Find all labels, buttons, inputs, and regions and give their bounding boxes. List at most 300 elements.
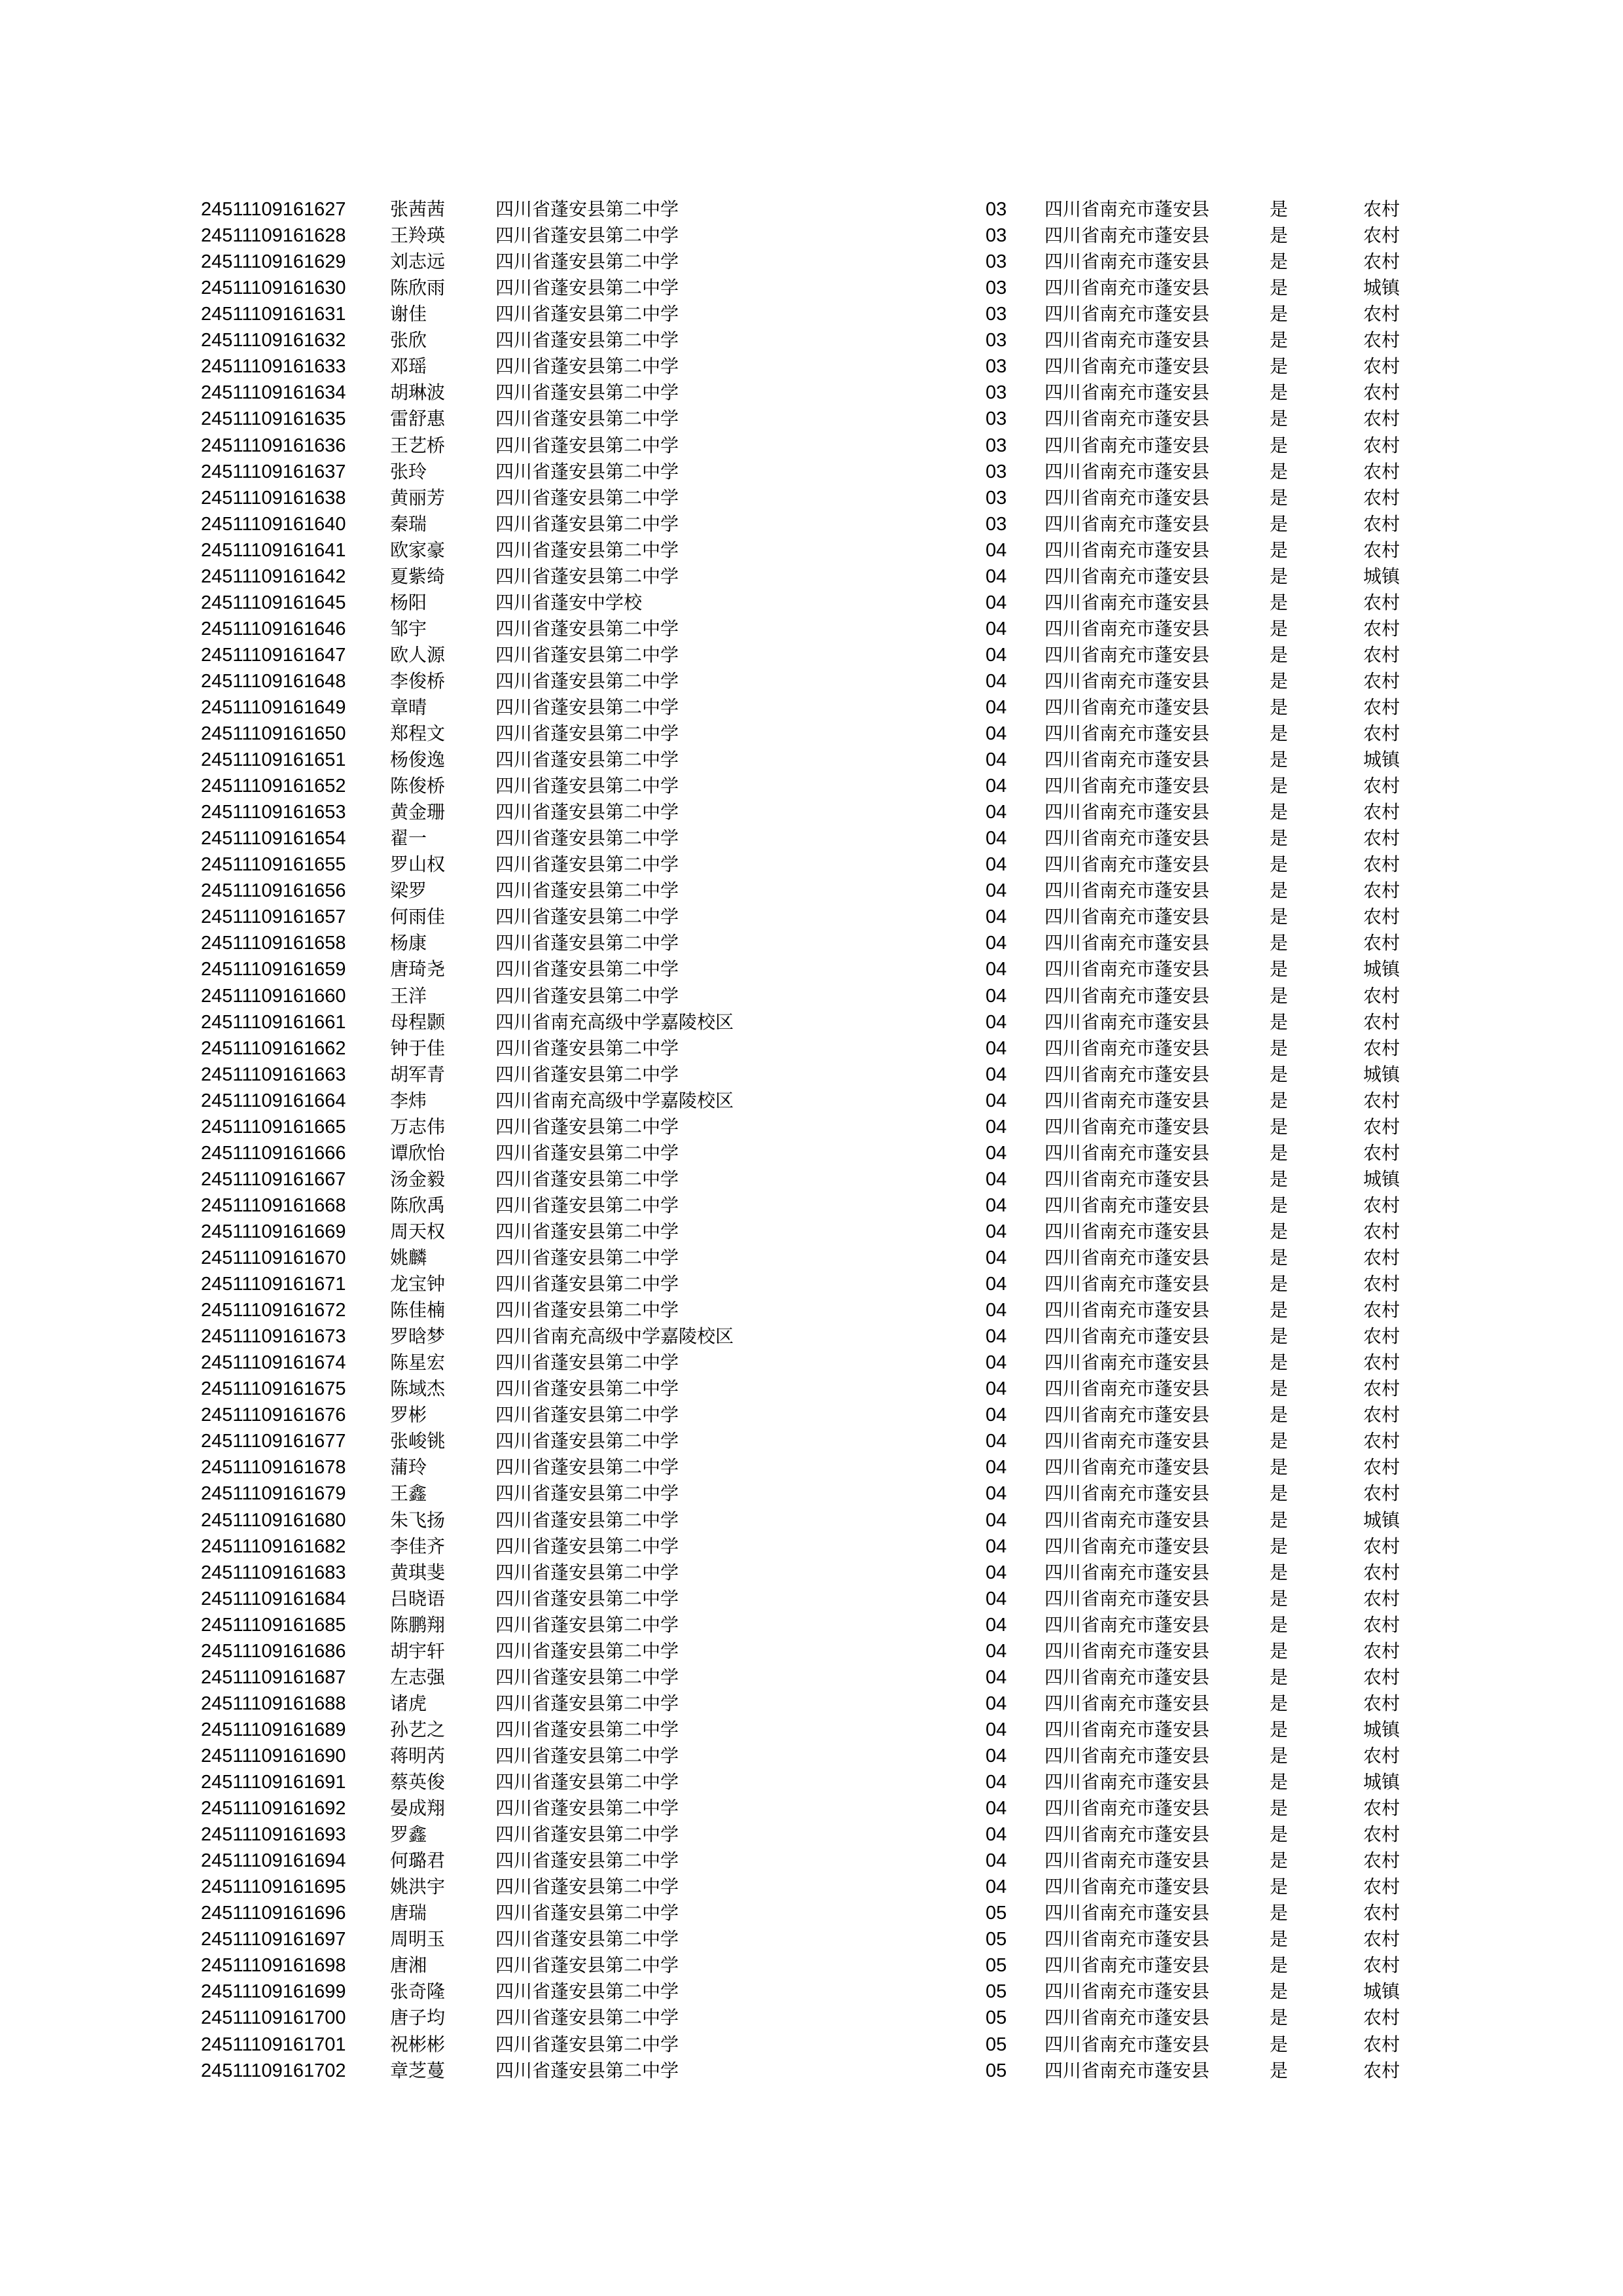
- class-number: 04: [986, 1274, 1007, 1295]
- local-flag: 是: [1270, 1194, 1289, 1216]
- table-row: [0, 380, 1623, 406]
- table-row: [0, 1691, 1623, 1717]
- school-name: 四川省蓬安县第二中学: [495, 198, 679, 220]
- student-name: 章晴: [390, 696, 427, 718]
- class-number: 05: [986, 2034, 1007, 2055]
- area-type: 农村: [1363, 643, 1400, 666]
- table-row: [0, 353, 1623, 380]
- residence-region: 四川省南充市蓬安县: [1044, 801, 1210, 823]
- local-flag: 是: [1270, 1509, 1289, 1531]
- class-number: 04: [986, 1772, 1007, 1793]
- local-flag: 是: [1270, 486, 1289, 509]
- table-row: [0, 564, 1623, 590]
- area-type: 农村: [1363, 1902, 1400, 1924]
- school-name: 四川省蓬安县第二中学: [495, 1115, 679, 1138]
- table-row: [0, 1454, 1623, 1480]
- class-number: 04: [986, 1352, 1007, 1374]
- student-id: 24511109161640: [201, 513, 346, 535]
- student-name: 李俊桥: [390, 670, 446, 692]
- school-name: 四川省蓬安县第二中学: [495, 565, 679, 587]
- residence-region: 四川省南充市蓬安县: [1044, 486, 1210, 509]
- student-name: 李佳齐: [390, 1535, 446, 1557]
- school-name: 四川省蓬安县第二中学: [495, 486, 679, 509]
- residence-region: 四川省南充市蓬安县: [1044, 1220, 1210, 1242]
- table-row: [0, 1193, 1623, 1219]
- area-type: 农村: [1363, 1115, 1400, 1138]
- class-number: 04: [986, 1719, 1007, 1740]
- class-number: 04: [986, 1116, 1007, 1138]
- area-type: 农村: [1363, 382, 1400, 404]
- class-number: 04: [986, 696, 1007, 718]
- area-type: 农村: [1363, 984, 1400, 1007]
- student-name: 祝彬彬: [390, 2033, 446, 2055]
- area-type: 农村: [1363, 1352, 1400, 1374]
- area-type: 农村: [1363, 303, 1400, 325]
- school-name: 四川省蓬安县第二中学: [495, 801, 679, 823]
- table-row: [0, 1795, 1623, 1821]
- class-number: 03: [986, 408, 1007, 430]
- student-id: 24511109161679: [201, 1483, 346, 1505]
- class-number: 04: [986, 985, 1007, 1007]
- class-number: 04: [986, 565, 1007, 587]
- local-flag: 是: [1270, 460, 1289, 482]
- table-row: [0, 1821, 1623, 1848]
- class-number: 04: [986, 1300, 1007, 1321]
- area-type: 农村: [1363, 512, 1400, 535]
- residence-region: 四川省南充市蓬安县: [1044, 460, 1210, 482]
- school-name: 四川省蓬安县第二中学: [495, 1352, 679, 1374]
- class-number: 04: [986, 618, 1007, 639]
- area-type: 农村: [1363, 1587, 1400, 1609]
- school-name: 四川省蓬安县第二中学: [495, 1954, 679, 1977]
- class-number: 05: [986, 1955, 1007, 1977]
- local-flag: 是: [1270, 1011, 1289, 1033]
- residence-region: 四川省南充市蓬安县: [1044, 1535, 1210, 1557]
- local-flag: 是: [1270, 277, 1289, 299]
- residence-region: 四川省南充市蓬安县: [1044, 1640, 1210, 1662]
- student-id: 24511109161637: [201, 461, 346, 482]
- residence-region: 四川省南充市蓬安县: [1044, 1089, 1210, 1111]
- student-name: 夏紫绮: [390, 565, 446, 587]
- school-name: 四川省蓬安县第二中学: [495, 1718, 679, 1740]
- student-name: 罗彬: [390, 1404, 427, 1426]
- area-type: 农村: [1363, 2059, 1400, 2081]
- student-id: 24511109161655: [201, 854, 346, 876]
- student-name: 吕晓语: [390, 1587, 446, 1609]
- residence-region: 四川省南充市蓬安县: [1044, 775, 1210, 797]
- table-row: [0, 694, 1623, 721]
- school-name: 四川省蓬安县第二中学: [495, 408, 679, 430]
- table-row: [0, 747, 1623, 773]
- student-name: 张欣: [390, 329, 427, 351]
- class-number: 04: [986, 670, 1007, 692]
- student-id: 24511109161658: [201, 933, 346, 954]
- local-flag: 是: [1270, 539, 1289, 561]
- local-flag: 是: [1270, 670, 1289, 692]
- school-name: 四川省蓬安县第二中学: [495, 1692, 679, 1714]
- student-id: 24511109161684: [201, 1588, 346, 1609]
- area-type: 农村: [1363, 486, 1400, 509]
- area-type: 农村: [1363, 853, 1400, 876]
- student-name: 欧人源: [390, 643, 446, 666]
- local-flag: 是: [1270, 1587, 1289, 1609]
- class-number: 04: [986, 1562, 1007, 1583]
- student-id: 24511109161685: [201, 1614, 346, 1636]
- area-type: 农村: [1363, 1928, 1400, 1950]
- school-name: 四川省蓬安县第二中学: [495, 2059, 679, 2081]
- class-number: 04: [986, 1326, 1007, 1348]
- local-flag: 是: [1270, 1850, 1289, 1872]
- local-flag: 是: [1270, 1141, 1289, 1164]
- area-type: 城镇: [1363, 277, 1400, 299]
- student-name: 何雨佳: [390, 906, 446, 928]
- student-name: 诸虎: [390, 1692, 427, 1714]
- class-number: 05: [986, 2060, 1007, 2081]
- school-name: 四川省蓬安县第二中学: [495, 1168, 679, 1190]
- residence-region: 四川省南充市蓬安县: [1044, 1954, 1210, 1977]
- local-flag: 是: [1270, 906, 1289, 928]
- residence-region: 四川省南充市蓬安县: [1044, 329, 1210, 351]
- class-number: 04: [986, 776, 1007, 797]
- local-flag: 是: [1270, 2033, 1289, 2055]
- table-row: [0, 825, 1623, 852]
- student-name: 汤金毅: [390, 1168, 446, 1190]
- area-type: 农村: [1363, 539, 1400, 561]
- residence-region: 四川省南充市蓬安县: [1044, 1141, 1210, 1164]
- residence-region: 四川省南充市蓬安县: [1044, 958, 1210, 980]
- table-row: [0, 1900, 1623, 1926]
- student-name: 陈域杰: [390, 1378, 446, 1400]
- class-number: 04: [986, 1535, 1007, 1557]
- school-name: 四川省蓬安县第二中学: [495, 1666, 679, 1688]
- school-name: 四川省蓬安县第二中学: [495, 1823, 679, 1846]
- residence-region: 四川省南充市蓬安县: [1044, 2059, 1210, 2081]
- school-name: 四川省蓬安县第二中学: [495, 670, 679, 692]
- table-row: [0, 616, 1623, 642]
- local-flag: 是: [1270, 1168, 1289, 1190]
- local-flag: 是: [1270, 749, 1289, 770]
- local-flag: 是: [1270, 958, 1289, 980]
- table-row: [0, 1350, 1623, 1376]
- residence-region: 四川省南充市蓬安县: [1044, 827, 1210, 850]
- school-name: 四川省南充高级中学嘉陵校区: [495, 1325, 734, 1348]
- school-name: 四川省蓬安县第二中学: [495, 1037, 679, 1059]
- area-type: 农村: [1363, 1273, 1400, 1295]
- residence-region: 四川省南充市蓬安县: [1044, 1325, 1210, 1348]
- local-flag: 是: [1270, 382, 1289, 404]
- student-name: 陈鹏翔: [390, 1613, 446, 1636]
- residence-region: 四川省南充市蓬安县: [1044, 1587, 1210, 1609]
- residence-region: 四川省南充市蓬安县: [1044, 749, 1210, 770]
- school-name: 四川省蓬安县第二中学: [495, 1928, 679, 1950]
- area-type: 农村: [1363, 1456, 1400, 1479]
- student-name: 雷舒惠: [390, 408, 446, 430]
- student-id: 24511109161673: [201, 1326, 346, 1348]
- area-type: 农村: [1363, 827, 1400, 850]
- student-id: 24511109161628: [201, 225, 346, 247]
- local-flag: 是: [1270, 251, 1289, 273]
- table-row: [0, 1114, 1623, 1140]
- school-name: 四川省蓬安县第二中学: [495, 303, 679, 325]
- class-number: 03: [986, 487, 1007, 509]
- residence-region: 四川省南充市蓬安县: [1044, 408, 1210, 430]
- class-number: 04: [986, 1745, 1007, 1767]
- school-name: 四川省蓬安县第二中学: [495, 1141, 679, 1164]
- local-flag: 是: [1270, 591, 1289, 613]
- local-flag: 是: [1270, 775, 1289, 797]
- residence-region: 四川省南充市蓬安县: [1044, 932, 1210, 954]
- school-name: 四川省蓬安县第二中学: [495, 1063, 679, 1085]
- student-id: 24511109161678: [201, 1457, 346, 1479]
- student-name: 胡琳波: [390, 382, 446, 404]
- local-flag: 是: [1270, 932, 1289, 954]
- student-id: 24511109161632: [201, 330, 346, 351]
- school-name: 四川省蓬安县第二中学: [495, 1378, 679, 1400]
- class-number: 04: [986, 1640, 1007, 1662]
- table-row: [0, 2032, 1623, 2058]
- class-number: 03: [986, 251, 1007, 273]
- table-row: [0, 249, 1623, 275]
- school-name: 四川省蓬安县第二中学: [495, 1456, 679, 1479]
- local-flag: 是: [1270, 1456, 1289, 1479]
- area-type: 农村: [1363, 1666, 1400, 1688]
- student-name: 秦瑞: [390, 512, 427, 535]
- local-flag: 是: [1270, 434, 1289, 456]
- area-type: 农村: [1363, 1141, 1400, 1164]
- school-name: 四川省蓬安县第二中学: [495, 958, 679, 980]
- student-id: 24511109161674: [201, 1352, 346, 1374]
- table-row: [0, 956, 1623, 982]
- student-name: 谭欣怡: [390, 1141, 446, 1164]
- student-id: 24511109161688: [201, 1693, 346, 1714]
- student-id: 24511109161634: [201, 382, 346, 404]
- class-number: 03: [986, 513, 1007, 535]
- student-name: 章芝蔓: [390, 2059, 446, 2081]
- area-type: 农村: [1363, 1037, 1400, 1059]
- local-flag: 是: [1270, 1378, 1289, 1400]
- class-number: 04: [986, 1247, 1007, 1268]
- student-name: 万志伟: [390, 1115, 446, 1138]
- student-name: 黄琪斐: [390, 1561, 446, 1583]
- table-row: [0, 1979, 1623, 2005]
- table-row: [0, 406, 1623, 432]
- student-id: 24511109161672: [201, 1300, 346, 1321]
- table-row: [0, 196, 1623, 223]
- table-row: [0, 327, 1623, 353]
- residence-region: 四川省南充市蓬安县: [1044, 1902, 1210, 1924]
- class-number: 03: [986, 278, 1007, 299]
- school-name: 四川省蓬安县第二中学: [495, 906, 679, 928]
- school-name: 四川省蓬安县第二中学: [495, 617, 679, 639]
- residence-region: 四川省南充市蓬安县: [1044, 1509, 1210, 1531]
- class-number: 03: [986, 225, 1007, 247]
- school-name: 四川省蓬安县第二中学: [495, 984, 679, 1007]
- area-type: 农村: [1363, 801, 1400, 823]
- student-id: 24511109161669: [201, 1221, 346, 1242]
- student-name: 黄金珊: [390, 801, 446, 823]
- area-type: 农村: [1363, 355, 1400, 378]
- local-flag: 是: [1270, 1981, 1289, 2003]
- local-flag: 是: [1270, 408, 1289, 430]
- student-id: 24511109161692: [201, 1798, 346, 1819]
- table-row: [0, 301, 1623, 327]
- student-id: 24511109161693: [201, 1824, 346, 1846]
- residence-region: 四川省南充市蓬安县: [1044, 1981, 1210, 2003]
- student-id: 24511109161651: [201, 749, 346, 770]
- residence-region: 四川省南充市蓬安县: [1044, 1823, 1210, 1846]
- student-name: 何璐君: [390, 1850, 446, 1872]
- area-type: 农村: [1363, 1247, 1400, 1268]
- student-name: 唐琦尧: [390, 958, 446, 980]
- local-flag: 是: [1270, 1299, 1289, 1321]
- table-row: [0, 1480, 1623, 1507]
- student-name: 陈欣雨: [390, 277, 446, 299]
- residence-region: 四川省南充市蓬安县: [1044, 1797, 1210, 1819]
- class-number: 04: [986, 1824, 1007, 1846]
- table-row: [0, 1612, 1623, 1638]
- student-id: 24511109161662: [201, 1037, 346, 1059]
- school-name: 四川省蓬安县第二中学: [495, 1587, 679, 1609]
- area-type: 城镇: [1363, 1981, 1400, 2003]
- class-number: 04: [986, 1221, 1007, 1242]
- area-type: 农村: [1363, 1692, 1400, 1714]
- residence-region: 四川省南充市蓬安县: [1044, 382, 1210, 404]
- student-id: 24511109161683: [201, 1562, 346, 1583]
- local-flag: 是: [1270, 853, 1289, 876]
- residence-region: 四川省南充市蓬安县: [1044, 1876, 1210, 1898]
- area-type: 农村: [1363, 1220, 1400, 1242]
- residence-region: 四川省南充市蓬安县: [1044, 1247, 1210, 1268]
- table-row: [0, 1323, 1623, 1350]
- table-row: [0, 1271, 1623, 1297]
- class-number: 04: [986, 1090, 1007, 1111]
- school-name: 四川省蓬安县第二中学: [495, 1404, 679, 1426]
- residence-region: 四川省南充市蓬安县: [1044, 880, 1210, 902]
- student-name: 邓瑶: [390, 355, 427, 378]
- residence-region: 四川省南充市蓬安县: [1044, 1850, 1210, 1872]
- table-row: [0, 2058, 1623, 2084]
- table-row: [0, 223, 1623, 249]
- table-row: [0, 983, 1623, 1009]
- residence-region: 四川省南充市蓬安县: [1044, 277, 1210, 299]
- student-id: 24511109161695: [201, 1876, 346, 1898]
- area-type: 农村: [1363, 251, 1400, 273]
- local-flag: 是: [1270, 1823, 1289, 1846]
- school-name: 四川省蓬安县第二中学: [495, 329, 679, 351]
- class-number: 04: [986, 1168, 1007, 1190]
- class-number: 04: [986, 1666, 1007, 1688]
- local-flag: 是: [1270, 880, 1289, 902]
- student-name: 胡军青: [390, 1063, 446, 1085]
- local-flag: 是: [1270, 1037, 1289, 1059]
- student-name: 郑程文: [390, 723, 446, 744]
- student-name: 龙宝钟: [390, 1273, 446, 1295]
- student-name: 左志强: [390, 1666, 446, 1688]
- student-id: 24511109161702: [201, 2060, 346, 2081]
- table-row: [0, 668, 1623, 694]
- student-name: 蒲玲: [390, 1456, 427, 1479]
- local-flag: 是: [1270, 1797, 1289, 1819]
- residence-region: 四川省南充市蓬安县: [1044, 1352, 1210, 1374]
- student-name: 蔡英俊: [390, 1771, 446, 1793]
- local-flag: 是: [1270, 1692, 1289, 1714]
- student-id: 24511109161668: [201, 1194, 346, 1216]
- area-type: 农村: [1363, 591, 1400, 613]
- student-name: 杨俊逸: [390, 749, 446, 770]
- residence-region: 四川省南充市蓬安县: [1044, 1718, 1210, 1740]
- local-flag: 是: [1270, 1247, 1289, 1268]
- student-id: 24511109161633: [201, 356, 346, 378]
- residence-region: 四川省南充市蓬安县: [1044, 1011, 1210, 1033]
- school-name: 四川省蓬安县第二中学: [495, 1220, 679, 1242]
- student-id: 24511109161627: [201, 199, 346, 220]
- area-type: 农村: [1363, 408, 1400, 430]
- student-id: 24511109161682: [201, 1535, 346, 1557]
- student-name: 胡宇轩: [390, 1640, 446, 1662]
- student-id: 24511109161653: [201, 802, 346, 823]
- table-row: [0, 1664, 1623, 1691]
- table-row: [0, 2005, 1623, 2031]
- school-name: 四川省蓬安县第二中学: [495, 827, 679, 850]
- class-number: 04: [986, 1457, 1007, 1479]
- residence-region: 四川省南充市蓬安县: [1044, 1430, 1210, 1452]
- local-flag: 是: [1270, 617, 1289, 639]
- local-flag: 是: [1270, 1771, 1289, 1793]
- local-flag: 是: [1270, 1954, 1289, 1977]
- area-type: 农村: [1363, 880, 1400, 902]
- table-row: [0, 1062, 1623, 1088]
- table-row: [0, 642, 1623, 668]
- table-row: [0, 721, 1623, 747]
- class-number: 04: [986, 1037, 1007, 1059]
- student-name: 张峻铫: [390, 1430, 446, 1452]
- table-row: [0, 1035, 1623, 1062]
- student-id: 24511109161701: [201, 2034, 346, 2055]
- residence-region: 四川省南充市蓬安县: [1044, 1115, 1210, 1138]
- student-id: 24511109161667: [201, 1168, 346, 1190]
- student-id: 24511109161661: [201, 1011, 346, 1033]
- class-number: 04: [986, 906, 1007, 928]
- student-id: 24511109161642: [201, 565, 346, 587]
- class-number: 04: [986, 749, 1007, 770]
- school-name: 四川省蓬安县第二中学: [495, 1561, 679, 1583]
- area-type: 城镇: [1363, 958, 1400, 980]
- area-type: 农村: [1363, 1089, 1400, 1111]
- class-number: 04: [986, 1378, 1007, 1400]
- residence-region: 四川省南充市蓬安县: [1044, 696, 1210, 718]
- student-id: 24511109161691: [201, 1772, 346, 1793]
- residence-region: 四川省南充市蓬安县: [1044, 224, 1210, 247]
- residence-region: 四川省南充市蓬安县: [1044, 591, 1210, 613]
- local-flag: 是: [1270, 2059, 1289, 2081]
- table-row: [0, 1848, 1623, 1874]
- school-name: 四川省蓬安县第二中学: [495, 1797, 679, 1819]
- class-number: 04: [986, 854, 1007, 876]
- local-flag: 是: [1270, 1613, 1289, 1636]
- local-flag: 是: [1270, 1115, 1289, 1138]
- student-name: 黄丽芳: [390, 486, 446, 509]
- local-flag: 是: [1270, 1430, 1289, 1452]
- area-type: 农村: [1363, 1404, 1400, 1426]
- area-type: 农村: [1363, 1797, 1400, 1819]
- class-number: 04: [986, 1614, 1007, 1636]
- table-row: [0, 1926, 1623, 1952]
- residence-region: 四川省南充市蓬安县: [1044, 670, 1210, 692]
- class-number: 03: [986, 356, 1007, 378]
- student-name: 姚麟: [390, 1247, 427, 1268]
- residence-region: 四川省南充市蓬安县: [1044, 198, 1210, 220]
- local-flag: 是: [1270, 224, 1289, 247]
